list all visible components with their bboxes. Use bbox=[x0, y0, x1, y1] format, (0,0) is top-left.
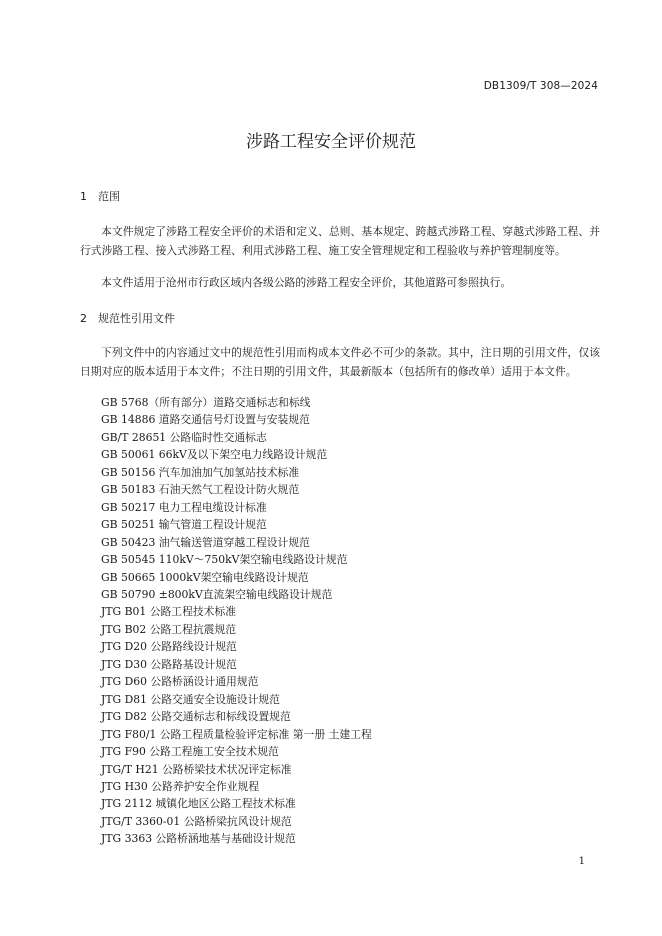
scope-paragraph-1: 本文件规定了涉路工程安全评价的术语和定义、总则、基本规定、跨越式涉路工程、穿越式涉路工程、并行式涉路工程、接入式涉路工程、利用式涉路工程、施工安全管理规定和工程验收与养护管理制度等。 bbox=[80, 225, 600, 257]
section-1-heading bbox=[80, 188, 120, 204]
standard-code: DB1309/T 308—2024 bbox=[483, 80, 598, 92]
reference-item: GB 50217 电力工程电缆设计标准 bbox=[101, 500, 267, 514]
scope-paragraph-2: 本文件适用于沧州市行政区域内各级公路的涉路工程安全评价，其他道路可参照执行。 bbox=[101, 276, 512, 289]
section-2-title: 规范性引用文件 bbox=[98, 312, 175, 325]
reference-item: JTG/T 3360-01 公路桥梁抗风设计规范 bbox=[101, 814, 292, 828]
section-1-number: 1 bbox=[80, 190, 87, 203]
normative-references-intro: 下列文件中的内容通过文中的规范性引用而构成本文件必不可少的条款。其中，注日期的引用文件，仅该日期对应的版本适用于本文件；不注日期的引用文件，其最新版本（包括所有的修改单）适用于本文件。 bbox=[80, 346, 600, 378]
reference-item: GB 50061 66kV及以下架空电力线路设计规范 bbox=[101, 448, 328, 462]
reference-item: JTG D82 公路交通标志和标线设置规范 bbox=[101, 710, 291, 724]
section-2-heading bbox=[80, 310, 175, 326]
reference-item: JTG D30 公路路基设计规范 bbox=[101, 657, 237, 671]
reference-item: GB 50156 汽车加油加气加氢站技术标准 bbox=[101, 465, 300, 479]
reference-item: GB 50665 1000kV架空输电线路设计规范 bbox=[101, 570, 309, 584]
reference-item: JTG/T H21 公路桥梁技术状况评定标准 bbox=[101, 762, 292, 776]
reference-item: GB/T 28651 公路临时性交通标志 bbox=[101, 430, 267, 444]
reference-item: JTG D20 公路路线设计规范 bbox=[101, 640, 237, 654]
reference-item: JTG 2112 城镇化地区公路工程技术标准 bbox=[101, 797, 296, 811]
reference-item: GB 50183 石油天然气工程设计防火规范 bbox=[101, 483, 300, 497]
reference-item: JTG D60 公路桥涵设计通用规范 bbox=[101, 675, 259, 689]
reference-item: JTG H30 公路养护安全作业规程 bbox=[101, 779, 260, 793]
reference-item: JTG F90 公路工程施工安全技术规范 bbox=[101, 745, 279, 759]
reference-item: JTG B01 公路工程技术标准 bbox=[101, 605, 237, 619]
reference-item: JTG D81 公路交通安全设施设计规范 bbox=[101, 692, 280, 706]
reference-item: JTG F80/1 公路工程质量检验评定标准 第一册 土建工程 bbox=[101, 727, 372, 741]
reference-item: GB 50545 110kV～750kV架空输电线路设计规范 bbox=[101, 553, 348, 567]
reference-item: GB 50423 油气输送管道穿越工程设计规范 bbox=[101, 535, 310, 549]
reference-item: JTG B02 公路工程抗震规范 bbox=[101, 622, 237, 636]
reference-item: GB 14886 道路交通信号灯设置与安装规范 bbox=[101, 413, 310, 427]
page-number: 1 bbox=[578, 856, 585, 867]
section-1-title: 范围 bbox=[98, 190, 120, 203]
section-2-number: 2 bbox=[80, 312, 87, 325]
reference-item: GB 50251 输气管道工程设计规范 bbox=[101, 518, 267, 532]
reference-item: JTG 3363 公路桥涵地基与基础设计规范 bbox=[101, 832, 296, 846]
reference-list bbox=[101, 394, 372, 848]
reference-item: GB 50790 ±800kV直流架空输电线路设计规范 bbox=[101, 587, 333, 601]
document-title: 涉路工程安全评价规范 bbox=[246, 132, 416, 152]
reference-item: GB 5768（所有部分）道路交通标志和标线 bbox=[101, 396, 311, 409]
